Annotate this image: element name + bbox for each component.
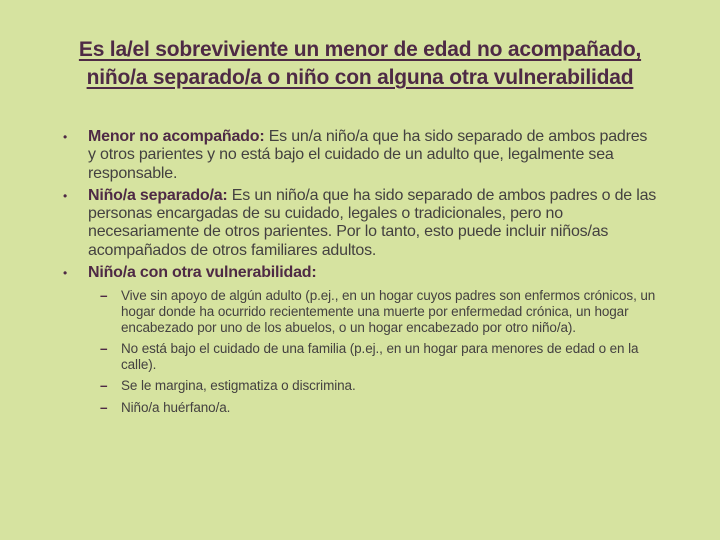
slide-body (63, 128, 658, 420)
list-item (63, 187, 658, 260)
definition-list (63, 128, 658, 420)
bullet-icon: • (63, 188, 68, 203)
vulnerability-sublist (100, 288, 658, 415)
list-item (63, 128, 658, 183)
list-item (63, 264, 658, 421)
dash-icon: – (100, 399, 108, 415)
sub-list-item-text: Vive sin apoyo de algún adulto (p.ej., en un hogar cuyos padres son enfermos crónicos, un hogar donde ha ocurrido recientemente una muerte por enfermedad crónica, un hogar encabezado por uno de los abuelos, o un hogar encabezado por otro niño/a). (121, 288, 656, 336)
dash-icon: – (100, 341, 108, 357)
dash-icon: – (100, 378, 108, 394)
sub-list-item (100, 400, 658, 416)
list-item-text (88, 187, 658, 260)
term-label: Menor no acompañado: (88, 128, 265, 146)
term-definition: Es un/a niño/a que ha sido separado de ambos padres y otros parientes y no está bajo el cuidado de un adulto que, legalmente sea responsable. (88, 128, 648, 182)
bullet-icon: • (63, 130, 68, 145)
sub-list-item-text: Se le margina, estigmatiza o discrimina. (121, 378, 356, 394)
term-label: Niño/a con otra vulnerabilidad: (88, 263, 317, 281)
dash-icon: – (100, 288, 108, 304)
term-definition: Es un niño/a que ha sido separado de ambos padres o de las personas encargadas de su cuidado, legales o tradicionales, pero no necesariamente de otros parientes. Por lo tanto, esto puede incluir niños/as acompañados de otros familiares adultos. (88, 186, 657, 259)
sub-list-item-text: Niño/a huérfano/a. (121, 399, 231, 415)
slide-title (38, 36, 682, 92)
sub-list-item-text: No está bajo el cuidado de una familia (p.ej., en un hogar para menores de edad o en la calle). (121, 341, 639, 373)
term-label: Niño/a separado/a: (88, 186, 228, 204)
list-item-text (88, 264, 658, 421)
sub-list-item (100, 378, 658, 394)
bullet-icon: • (63, 265, 68, 280)
slide-title-line-1: Es la/el sobreviviente un menor de edad no acompañado, (78, 38, 642, 61)
slide-title-line-2: niño/a separado/a o niño con alguna otra vulnerabilidad (86, 66, 634, 90)
sub-list-item (100, 288, 658, 336)
sub-list-item (100, 341, 658, 373)
list-item-text (88, 128, 658, 183)
